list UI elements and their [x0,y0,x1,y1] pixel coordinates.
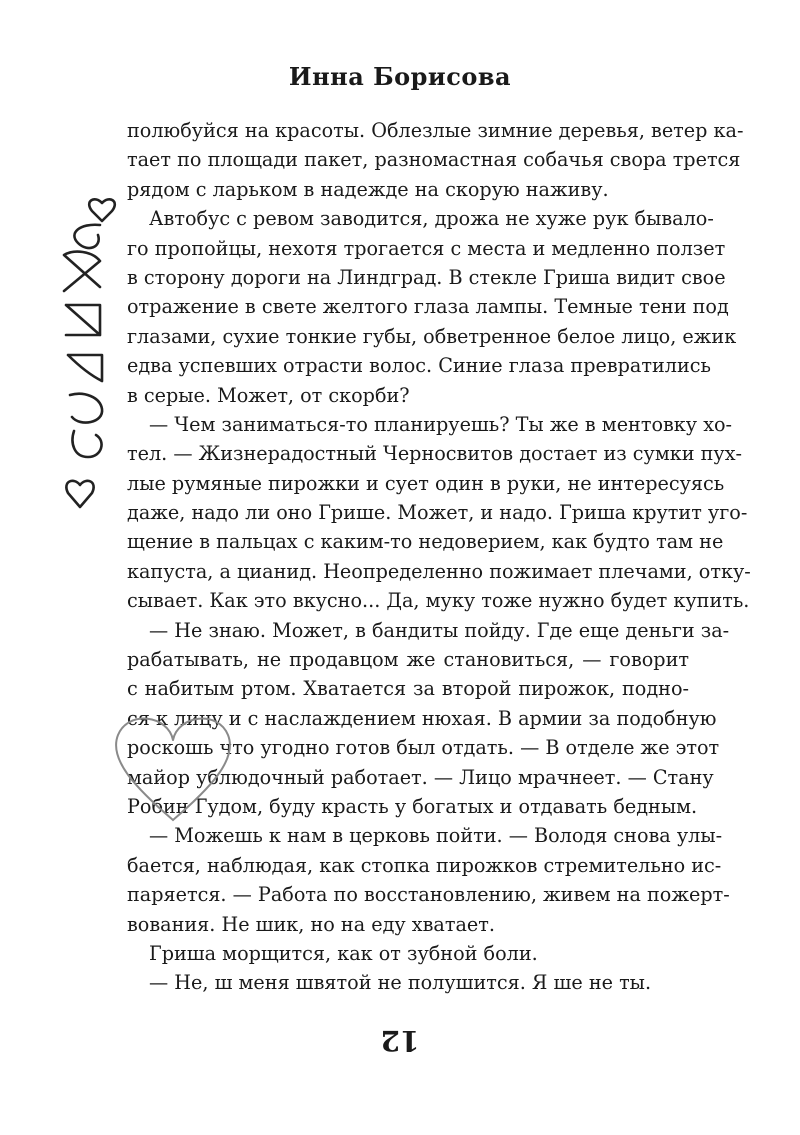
text-line: с набитым ртом. Хватается за второй пирожок, подно- [127,677,689,701]
text-line: сывает. Как это вкусно... Да, муку тоже нужно будет купить. [127,589,750,613]
text-line: — Не, ш меня швятой не полушится. Я ше не ты. [149,971,652,995]
text-line: тел. — Жизнерадостный Черносвитов достает из сумки пух- [127,442,743,466]
text-line: лые румяные пирожки и сует один в руки, не интересуясь [127,471,725,495]
text-line: го пропойцы, нехотя трогается с места и медленно ползет [127,236,726,260]
text-line: Робин Гудом, буду красть у богатых и отдавать бедным. [127,794,698,818]
text-line: ся к лицу и с наслаждением нюхая. В армии за подобную [127,706,717,730]
text-line: паряется. — Работа по восстановлению, живем на пожерт- [127,883,730,907]
text-line: капуста, а цианид. Неопределенно пожимает плечами, отку- [127,559,751,583]
text-line: рабатывать, не продавцом же становиться, — говорит [127,648,689,672]
heart-outline-doodle [98,700,248,830]
text-line: Автобус с ревом заводится, дрожа не хуже рук бывало- [149,207,714,231]
text-line: Гриша морщится, как от зубной боли. [149,941,538,965]
text-line: — Чем заниматься-то планируешь? Ты же в ментовку хо- [149,412,733,436]
text-line: щение в пальцах с каким-то недоверием, как будто там не [127,530,724,554]
text-line: едва успевших отрасти волос. Синие глаза превратились [127,354,711,378]
page-number: 12 [380,1024,420,1057]
running-header-author: Инна Борисова [288,62,512,91]
text-line: глазами, сухие тонкие губы, обветренное белое лицо, ежик [127,324,737,348]
text-line: — Можешь к нам в церковь пойти. — Володя снова улы- [149,824,723,848]
text-line: в сторону дороги на Линдград. В стекле Гриша видит свое [127,265,726,289]
text-line: в серые. Может, от скорби? [127,383,410,407]
text-line: роскошь что угодно готов был отдать. — В отделе же этот [127,736,720,760]
text-line: майор ублюдочный работает. — Лицо мрачнеет. — Стану [127,765,714,789]
text-line: вования. Не шик, но на еду хватает. [127,912,495,936]
body-text [127,116,751,998]
text-line: полюбуйся на красоты. Облезлые зимние деревья, ветер ка- [127,119,744,142]
text-line: бается, наблюдая, как стопка пирожков стремительно ис- [127,853,722,877]
text-line: рядом с ларьком в надежде на скорую наживу. [127,177,609,201]
text-line: даже, надо ли оно Грише. Может, и надо. Гриша крутит уго- [127,501,748,525]
text-line: отражение в свете желтого глаза лампы. Темные тени под [127,295,729,319]
handwritten-signature [40,195,120,515]
text-line: тает по площади пакет, разномастная собачья свора трется [127,148,741,172]
text-line: — Не знаю. Может, в бандиты пойду. Где еще деньги за- [149,618,730,642]
